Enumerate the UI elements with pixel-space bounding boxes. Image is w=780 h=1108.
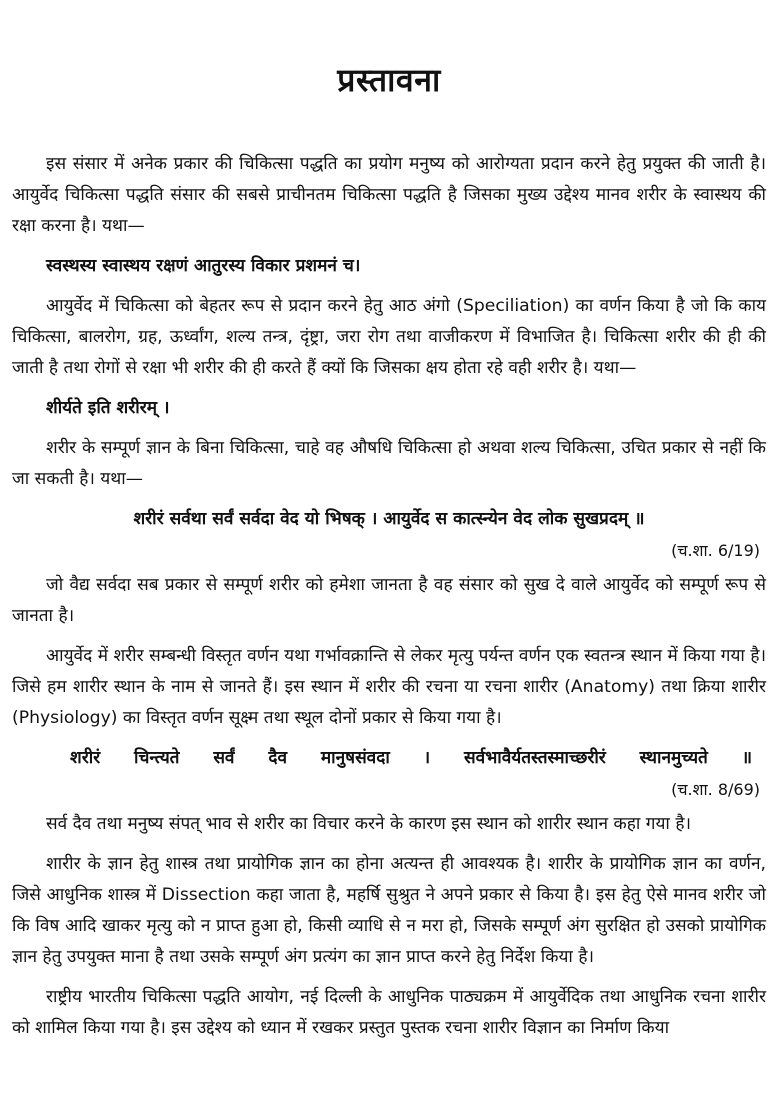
- paragraph-8: राष्ट्रीय भारतीय चिकित्सा पद्धति आयोग, नई दिल्ली के आधुनिक पाठ्यक्रम में आयुर्वेदिक तथा आधुनिक रचना शारीर को शामिल किया गया है। इस उद्देश्य को ध्यान में रखकर प्रस्तुत पुस्तक रचना शारीर विज्ञान का निर्माण किया: [12, 987, 766, 1038]
- paragraph-5: आयुर्वेद में शरीर सम्बन्धी विस्तृत वर्णन यथा गर्भावक्रान्ति से लेकर मृत्यु पर्यन्त वर्णन एक स्वतन्त्र स्थान में किया गया है। जिसे हम शारीर स्थान के नाम से जानते हैं। इस स्थान में शरीर की रचना या रचना शारीर (Anatomy) तथा क्रिया शारीर (Physiology) का विस्तृत वर्णन सूक्ष्म तथा स्थूल दोनों प्रकार से किया गया है।: [12, 646, 766, 728]
- verse-2: शीर्यते इति शरीरम् ।: [46, 398, 170, 418]
- page-title: प्रस्तावना: [337, 61, 441, 99]
- verse-3: शरीरं सर्वथा सर्वं सर्वदा वेद यो भिषक् । आयुर्वेद स कात्स्न्येन वेद लोक सुखप्रदम् ॥: [133, 509, 645, 529]
- verse-4-reference: (च.शा. 8/69): [671, 780, 760, 799]
- verse-3-reference: (च.शा. 6/19): [671, 541, 760, 560]
- paragraph-1: इस संसार में अनेक प्रकार की चिकित्सा पद्धति का प्रयोग मनुष्य को आरोग्यता प्रदान करने हेतु प्रयुक्त की जाती है। आयुर्वेद चिकित्सा पद्धति संसार की सबसे प्राचीनतम चिकित्सा पद्धति है जिसका मुख्य उद्देश्य मानव शरीर के स्वास्थय की रक्षा करना है। यथा—: [12, 154, 766, 236]
- paragraph-2: आयुर्वेद में चिकित्सा को बेहतर रूप से प्रदान करने हेतु आठ अंगो (Speciliation) का वर्णन किया है जो कि काय चिकित्सा, बालरोग, ग्रह, ऊर्ध्वांग, शल्य तन्त्र, दृंष्ट्रा, जरा रोग तथा वाजीकरण में विभाजित है। चिकित्सा शरीर की ही की जाती है तथा रोगों से रक्षा भी शरीर की ही करते हैं क्यों कि जिसका क्षय होता रहे वही शरीर है। यथा—: [12, 296, 766, 378]
- paragraph-7: शारीर के ज्ञान हेतु शास्त्र तथा प्रायोगिक ज्ञान का होना अत्यन्त ही आवश्यक है। शारीर के प्रायोगिक ज्ञान का वर्णन, जिसे आधुनिक शास्त्र में Dissection कहा जाता है, महर्षि सुश्रुत ने अपने प्रकार से किया है। इस हेतु ऐसे मानव शरीर जो कि विष आदि खाकर मृत्यु को न प्राप्त हुआ हो, किसी व्याधि से न मरा हो, जिसके सम्पूर्ण अंग सुरक्षित हो उसको प्रायोगिक ज्ञान हेतु उपयुक्त माना है तथा उसके सम्पूर्ण अंग प्रत्यंग का ज्ञान प्राप्त करने हेतु निर्देश किया है।: [12, 854, 766, 967]
- verse-4: शरीरं चिन्त्यते सर्वं दैव मानुषसंवदा । सर्वभावैर्यतस्तस्माच्छरीरं स्थानमुच्यते ॥: [70, 748, 752, 768]
- verse-1: स्वस्थस्य स्वास्थय रक्षणं आतुरस्य विकार प्रशमनं च।: [46, 256, 361, 276]
- paragraph-4: जो वैद्य सर्वदा सब प्रकार से सम्पूर्ण शरीर को हमेशा जानता है वह संसार को सुख दे वाले आयुर्वेद को सम्पूर्ण रूप से जानता है।: [12, 575, 766, 626]
- paragraph-3: शरीर के सम्पूर्ण ज्ञान के बिना चिकित्सा, चाहे वह औषधि चिकित्सा हो अथवा शल्य चिकित्सा, उचित प्रकार से नहीं कि जा सकती है। यथा—: [12, 438, 766, 489]
- paragraph-6: सर्व दैव तथा मनुष्य संपत् भाव से शरीर का विचार करने के कारण इस स्थान को शारीर स्थान कहा गया है।: [46, 814, 691, 834]
